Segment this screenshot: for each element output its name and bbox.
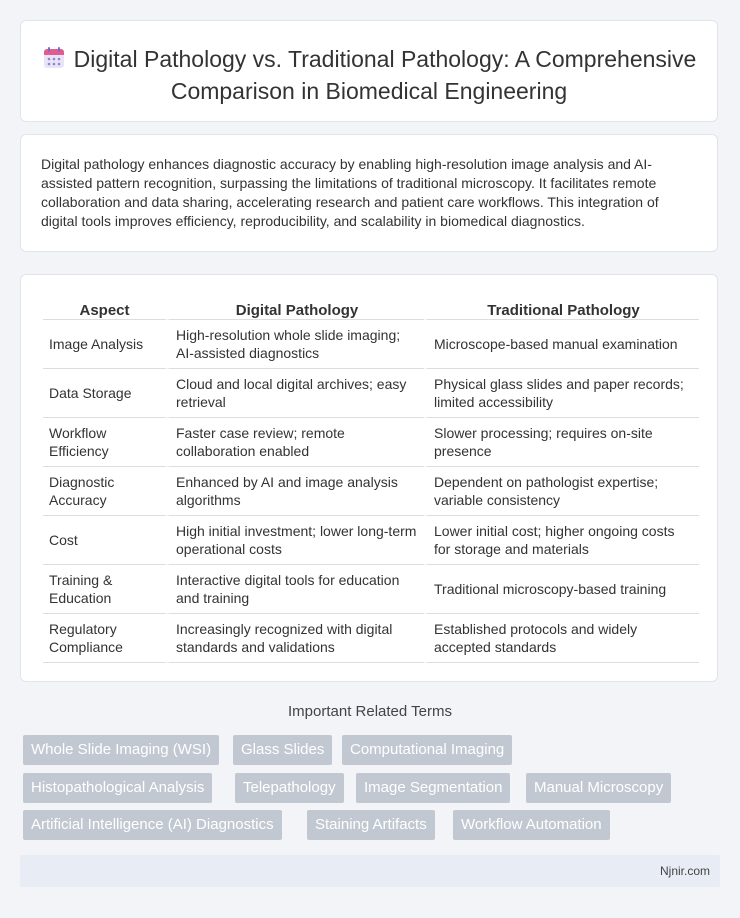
header-digital: Digital Pathology: [166, 295, 424, 320]
table-row: [43, 565, 699, 614]
digital-cell: High-resolution whole slide imaging; AI-assisted diagnostics: [166, 320, 424, 369]
digital-cell: High initial investment; lower long-term operational costs: [166, 516, 424, 565]
table-row: [43, 516, 699, 565]
calendar-icon: [42, 46, 66, 77]
comparison-card: [20, 274, 718, 682]
traditional-cell: Slower processing; requires on-site presence: [424, 418, 699, 467]
term-tag[interactable]: Artificial Intelligence (AI) Diagnostics: [23, 810, 282, 840]
table-row: [43, 369, 699, 418]
title-card: [20, 20, 718, 122]
aspect-cell: Training & Education: [43, 565, 166, 614]
digital-cell: Increasingly recognized with digital standards and validations: [166, 614, 424, 663]
header-aspect: Aspect: [43, 295, 166, 320]
term-tag[interactable]: Histopathological Analysis: [23, 773, 212, 803]
aspect-cell: Image Analysis: [43, 320, 166, 369]
term-tag[interactable]: Staining Artifacts: [307, 810, 435, 840]
traditional-cell: Traditional microscopy-based training: [424, 565, 699, 614]
term-tag[interactable]: Glass Slides: [233, 735, 332, 765]
traditional-cell: Microscope-based manual examination: [424, 320, 699, 369]
term-tag[interactable]: Workflow Automation: [453, 810, 610, 840]
digital-cell: Faster case review; remote collaboration enabled: [166, 418, 424, 467]
term-tag[interactable]: Manual Microscopy: [526, 773, 671, 803]
digital-cell: Enhanced by AI and image analysis algorithms: [166, 467, 424, 516]
aspect-cell: Diagnostic Accuracy: [43, 467, 166, 516]
page-title: [21, 21, 717, 106]
intro-paragraph: Digital pathology enhances diagnostic accuracy by enabling high-resolution image analysis and AI-assisted pattern recognition, surpassing the limitations of traditional microscopy. It facilitates remote collaboration and data sharing, accelerating research and patient care workflows. This integration of digital tools improves efficiency, reproducibility, and scalability in biomedical diagnostics.: [41, 156, 659, 229]
intro-card: [20, 134, 718, 252]
term-tag[interactable]: Telepathology: [235, 773, 344, 803]
term-tag[interactable]: Computational Imaging: [342, 735, 512, 765]
term-tag[interactable]: Whole Slide Imaging (WSI): [23, 735, 219, 765]
table-row: [43, 614, 699, 663]
digital-cell: Interactive digital tools for education and training: [166, 565, 424, 614]
aspect-cell: Workflow Efficiency: [43, 418, 166, 467]
traditional-cell: Lower initial cost; higher ongoing costs for storage and materials: [424, 516, 699, 565]
aspect-cell: Data Storage: [43, 369, 166, 418]
footer-site-link[interactable]: Njnir.com: [659, 864, 710, 878]
table-row: [43, 418, 699, 467]
table-row: [43, 320, 699, 369]
table-row: [43, 467, 699, 516]
traditional-cell: Dependent on pathologist expertise; variable consistency: [424, 467, 699, 516]
footer-bar: [20, 855, 720, 887]
digital-cell: Cloud and local digital archives; easy retrieval: [166, 369, 424, 418]
table-header-row: [43, 295, 699, 320]
traditional-cell: Established protocols and widely accepted standards: [424, 614, 699, 663]
aspect-cell: Regulatory Compliance: [43, 614, 166, 663]
page-title-text: Digital Pathology vs. Traditional Pathology: A Comprehensive Comparison in Biomedical Engineering: [73, 46, 697, 104]
header-traditional: Traditional Pathology: [424, 295, 699, 320]
comparison-table: [43, 295, 699, 663]
term-tag[interactable]: Image Segmentation: [356, 773, 510, 803]
aspect-cell: Cost: [43, 516, 166, 565]
traditional-cell: Physical glass slides and paper records; limited accessibility: [424, 369, 699, 418]
related-terms-heading: Important Related Terms: [288, 703, 452, 720]
